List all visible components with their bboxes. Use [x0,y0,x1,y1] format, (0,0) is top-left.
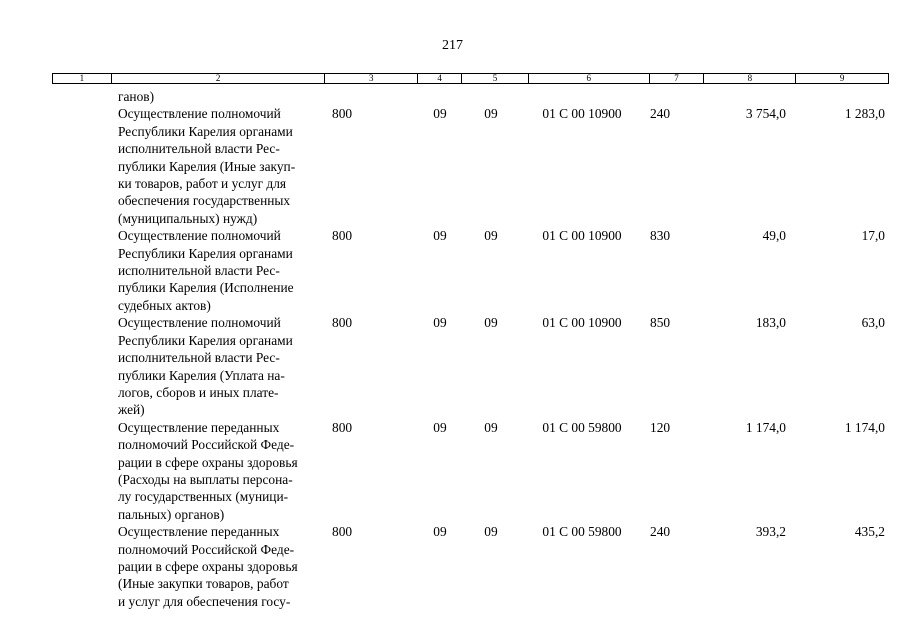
row-section: 09 [433,228,447,244]
row-description: Осуществление полномочий Республики Карелия органами исполнительной власти Рес- публики Карелия (Исполнение судебных актов) [118,228,294,313]
row-code-admin: 800 [332,315,353,331]
row-amount-2: 63,0 [861,315,885,331]
table-row [52,105,889,227]
column-header-9: 9 [839,73,845,83]
row-code-admin: 800 [332,228,353,244]
row-description: Осуществление переданных полномочий Российской Феде- рации в сфере охраны здоровья (Иные закупки товаров, работ и услуг для обеспечения госу- [118,524,298,609]
column-header-5: 5 [462,74,529,83]
row-amount-2: 435,2 [854,524,885,540]
column-header-4: 4 [418,74,462,83]
row-target-article: 01 С 00 59800 [542,419,622,435]
row-target-article: 01 С 00 59800 [542,524,622,540]
row-expense-type: 120 [650,419,671,435]
row-subsection: 09 [484,106,498,122]
table-row [52,314,889,418]
row-description: Осуществление переданных полномочий Российской Феде- рации в сфере охраны здоровья (Расходы на выплаты персона- лу государственных (муници- пальных) органов) [118,419,298,522]
table-row [52,523,889,610]
row-code-admin: 800 [332,106,353,122]
table-column-header [52,73,889,84]
row-expense-type: 240 [650,524,671,540]
table-body [52,88,889,610]
row-amount-2: 1 174,0 [844,419,885,435]
row-description: Осуществление полномочий Республики Карелия органами исполнительной власти Рес- публики Карелия (Уплата на- логов, сборов и иных плате- жей) [118,315,293,418]
row-expense-type: 830 [650,228,671,244]
row-code-admin: 800 [332,419,353,435]
table-row [52,419,889,523]
row-amount-1: 1 174,0 [745,419,786,435]
row-expense-type: 240 [650,106,671,122]
row-amount-2: 17,0 [861,228,885,244]
row-target-article: 01 С 00 10900 [542,228,622,244]
continuation-text: ганов) [118,89,155,104]
column-header-6: 6 [529,74,650,83]
row-amount-1: 3 754,0 [745,106,786,122]
row-subsection: 09 [484,524,498,540]
row-section: 09 [433,524,447,540]
row-amount-2: 1 283,0 [844,106,885,122]
column-header-1: 1 [53,74,112,83]
row-target-article: 01 С 00 10900 [542,315,622,331]
row-expense-type: 850 [650,315,671,331]
column-header-7: 7 [650,74,705,83]
column-header-2: 2 [112,74,325,83]
row-code-admin: 800 [332,524,353,540]
row-section: 09 [433,315,447,331]
column-header-8: 8 [704,74,796,83]
row-subsection: 09 [484,228,498,244]
row-section: 09 [433,419,447,435]
row-subsection: 09 [484,315,498,331]
row-amount-1: 183,0 [755,315,786,331]
row-subsection: 09 [484,419,498,435]
row-amount-1: 393,2 [755,524,786,540]
row-amount-1: 49,0 [762,228,786,244]
row-description: Осуществление полномочий Республики Карелия органами исполнительной власти Рес- публики Карелия (Иные закуп- ки товаров, работ и услуг для обеспечения государственных (муниципальных) нужд) [118,106,296,226]
table-row [52,227,889,314]
row-section: 09 [433,106,447,122]
row-target-article: 01 С 00 10900 [542,106,622,122]
page-number: 217 [442,38,463,53]
column-header-3: 3 [325,74,418,83]
